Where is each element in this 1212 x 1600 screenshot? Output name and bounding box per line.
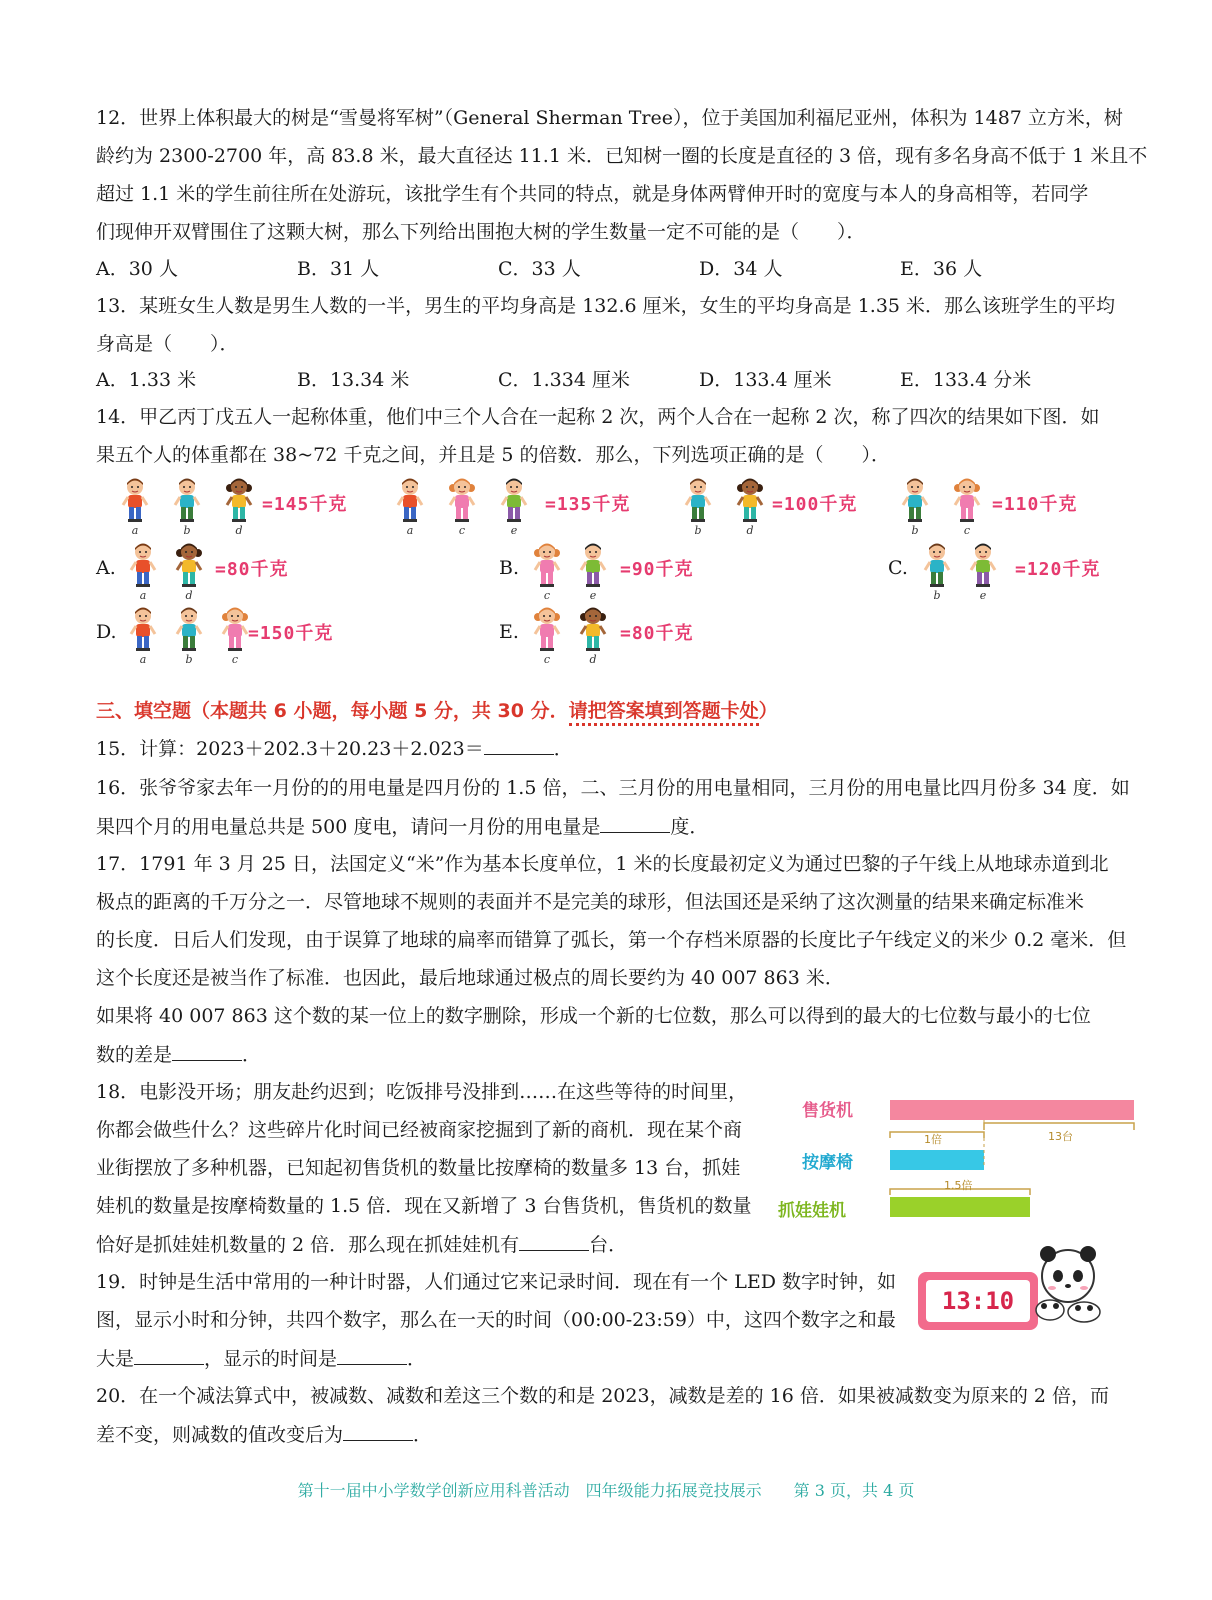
choice-c-label[interactable]: C. [888, 557, 908, 579]
q18-line-1: 18．电影没开场；朋友赴约迟到；吃饭排号没排到……在这些等待的时间里， [96, 1081, 748, 1103]
bar-claw [890, 1197, 1030, 1217]
label-vending: 售货机 [802, 1101, 853, 1121]
option-d[interactable]: D．133.4 厘米 [699, 369, 832, 391]
clock-display: 13:10 [926, 1280, 1030, 1322]
child-d-figure [174, 541, 204, 602]
answer-blank[interactable] [172, 1042, 242, 1061]
weight-group-2: =135千克 [545, 494, 631, 515]
label-massage: 按摩椅 [802, 1153, 853, 1173]
child-label: a [131, 524, 139, 537]
answer-blank-2[interactable] [337, 1346, 407, 1365]
child-c-figure [532, 605, 562, 666]
option-a[interactable]: A．1.33 米 [96, 369, 197, 391]
child-label: d [746, 524, 754, 537]
child-a-figure [395, 476, 425, 537]
q16-line-2: 果四个月的用电量总共是 500 度电，请问一月份的用电量是 度． [96, 816, 709, 838]
option-c[interactable]: C．33 人 [498, 258, 581, 280]
child-d-figure [735, 476, 765, 537]
q15: 15．计算：2023＋202.3＋20.23＋2.023＝ ． [96, 738, 573, 760]
child-label: c [963, 524, 971, 537]
panda-icon [1028, 1240, 1110, 1326]
option-c[interactable]: C．1.334 厘米 [498, 369, 630, 391]
child-label: e [979, 589, 987, 602]
child-a-figure [128, 605, 158, 666]
choice-d-label[interactable]: D. [96, 621, 117, 643]
bar-vending [890, 1100, 1134, 1120]
child-label: c [458, 524, 466, 537]
q17-line-6: 数的差是 ． [96, 1044, 262, 1066]
answer-blank[interactable] [484, 736, 554, 755]
q13-line-1: 13．某班女生人数是男生人数的一半，男生的平均身高是 132.6 厘米，女生的平均身高是 1.35 米．那么该班学生的平均 [96, 295, 1116, 317]
weight-group-3: =100千克 [772, 494, 858, 515]
answer-blank[interactable] [519, 1232, 589, 1251]
option-e[interactable]: E．36 人 [900, 258, 983, 280]
brace-lines [880, 1118, 1140, 1198]
q18-line-5: 恰好是抓娃娃机数量的 2 倍．那么现在抓娃娃机有 台． [96, 1234, 628, 1256]
child-e-figure [499, 476, 529, 537]
child-c-figure [447, 476, 477, 537]
q19-line-1: 19．时钟是生活中常用的一种计时器，人们通过它来记录时间．现在有一个 LED 数字时钟，如 [96, 1271, 896, 1293]
choice-d-weight: =150千克 [248, 623, 334, 644]
child-a-figure [128, 541, 158, 602]
q19-line-3: 大是 ，显示的时间是 ． [96, 1348, 427, 1370]
choice-e-weight: =80千克 [620, 623, 694, 644]
child-b-figure [174, 605, 204, 666]
child-label: b [911, 524, 919, 537]
child-label: d [235, 524, 243, 537]
child-e-figure [578, 541, 608, 602]
child-label: a [139, 589, 147, 602]
choice-c-weight: =120千克 [1015, 559, 1101, 580]
q12-line-4: 们现伸开双臂围住了这颗大树，那么下列给出围抱大树的学生数量一定不可能的是（ ）． [96, 221, 866, 243]
q12-line-3: 超过 1.1 米的学生前往所在处游玩，该批学生有个共同的特点，就是身体两臂伸开时的宽度与本人的身高相等，若同学 [96, 183, 1089, 205]
option-a[interactable]: A．30 人 [96, 258, 178, 280]
child-label: d [589, 653, 597, 666]
child-label: b [183, 524, 191, 537]
child-label: c [543, 589, 551, 602]
q13-options [96, 368, 1126, 392]
choice-e-label[interactable]: E. [499, 621, 519, 643]
child-label: b [694, 524, 702, 537]
q20-line-1: 20．在一个减法算式中，被减数、减数和差这三个数的和是 2023，减数是差的 16 倍．如果被减数变为原来的 2 倍，而 [96, 1385, 1109, 1407]
option-d[interactable]: D．34 人 [699, 258, 783, 280]
q17-line-4: 这个长度还是被当作了标准．也因此，最后地球通过极点的周长要约为 40 007 863 米． [96, 967, 844, 989]
child-label: c [231, 653, 239, 666]
q13-line-2: 身高是（ ）． [96, 333, 239, 355]
annot-1-5x: 1.5倍 [944, 1179, 973, 1192]
q18-line-2: 你都会做些什么？这些碎片化时间已经被商家挖掘到了新的商机．现在某个商 [96, 1119, 743, 1141]
choice-a-label[interactable]: A. [96, 557, 116, 579]
q18-line-3: 业街摆放了多种机器，已知起初售货机的数量比按摩椅的数量多 13 台，抓娃 [96, 1157, 741, 1179]
child-label: d [185, 589, 193, 602]
led-clock [918, 1272, 1038, 1330]
q19-line-2: 图，显示小时和分钟，共四个数字，那么在一天的时间（00:00-23:59）中，这四个数字之和最 [96, 1309, 896, 1331]
q17-line-2: 极点的距离的千万分之一．尽管地球不规则的表面并不是完美的球形，但法国还是采纳了这次测量的结果来确定标准米 [96, 891, 1085, 913]
q12-options [96, 257, 1126, 281]
q17-line-1: 17．1791 年 3 月 25 日，法国定义“米”作为基本长度单位，1 米的长度最初定义为通过巴黎的子午线上从地球赤道到北 [96, 853, 1109, 875]
child-label: e [510, 524, 518, 537]
q14-line-2: 果五个人的体重都在 38~72 千克之间，并且是 5 的倍数．那么，下列选项正确的是（ ）． [96, 444, 891, 466]
q17-line-5: 如果将 40 007 863 这个数的某一位上的数字删除，形成一个新的七位数，那么可以得到的最大的七位数与最小的七位 [96, 1005, 1091, 1027]
child-b-figure [900, 476, 930, 537]
q14-line-1: 14．甲乙丙丁戊五人一起称体重，他们中三个人合在一起称 2 次，两个人合在一起称 2 次，称了四次的结果如下图．如 [96, 406, 1100, 428]
annot-13: 13台 [1048, 1130, 1073, 1143]
weight-group-4: =110千克 [992, 494, 1078, 515]
option-e[interactable]: E．133.4 分米 [900, 369, 1032, 391]
child-label: c [543, 653, 551, 666]
option-b[interactable]: B．31 人 [297, 258, 380, 280]
q18-line-4: 娃机的数量是按摩椅数量的 1.5 倍．现在又新增了 3 台售货机，售货机的数量 [96, 1195, 752, 1217]
q20-line-2: 差不变，则减数的值改变后为 ． [96, 1424, 433, 1446]
choice-a-weight: =80千克 [215, 559, 289, 580]
child-b-figure [922, 541, 952, 602]
child-a-figure [120, 476, 150, 537]
q12-line-2: 龄约为 2300-2700 年，高 83.8 米，最大直径达 11.1 米．已知树一圈的长度是直径的 3 倍，现有多名身高不低于 1 米且不 [96, 145, 1148, 167]
child-c-figure [220, 605, 250, 666]
annot-1x: 1倍 [924, 1133, 942, 1146]
child-e-figure [968, 541, 998, 602]
child-label: e [589, 589, 597, 602]
answer-blank[interactable] [343, 1422, 413, 1441]
child-b-figure [683, 476, 713, 537]
child-label: b [185, 653, 193, 666]
answer-blank-1[interactable] [134, 1346, 204, 1365]
option-b[interactable]: B．13.34 米 [297, 369, 410, 391]
q17-line-3: 的长度．日后人们发现，由于误算了地球的扁率而错算了弧长，第一个存档米原器的长度比子午线定义的米少 0.2 毫米．但 [96, 929, 1127, 951]
choice-b-label[interactable]: B. [499, 557, 520, 579]
child-label: a [406, 524, 414, 537]
q12-line-1: 12．世界上体积最大的树是“雪曼将军树”（General Sherman Tree），位于美国加利福尼亚州，体积为 1487 立方米，树 [96, 107, 1123, 129]
child-d-figure [578, 605, 608, 666]
child-d-figure [224, 476, 254, 537]
section-3-title: 三、填空题（本题共 6 小题，每小题 5 分，共 30 分．请把答案填到答题卡处） [96, 696, 778, 723]
page-footer: 第十一届中小学数学创新应用科普活动 四年级能力拓展竞技展示 第 3 页，共 4 页 [297, 1481, 915, 1500]
answer-blank[interactable] [600, 814, 670, 833]
weight-group-1: =145千克 [262, 494, 348, 515]
q16-line-1: 16．张爷爷家去年一月份的的用电量是四月份的 1.5 倍，二、三月份的用电量相同，三月份的用电量比四月份多 34 度．如 [96, 777, 1130, 799]
child-label: a [139, 653, 147, 666]
child-c-figure [952, 476, 982, 537]
label-claw: 抓娃娃机 [778, 1201, 846, 1221]
choice-b-weight: =90千克 [620, 559, 694, 580]
child-b-figure [172, 476, 202, 537]
child-c-figure [532, 541, 562, 602]
child-label: b [933, 589, 941, 602]
